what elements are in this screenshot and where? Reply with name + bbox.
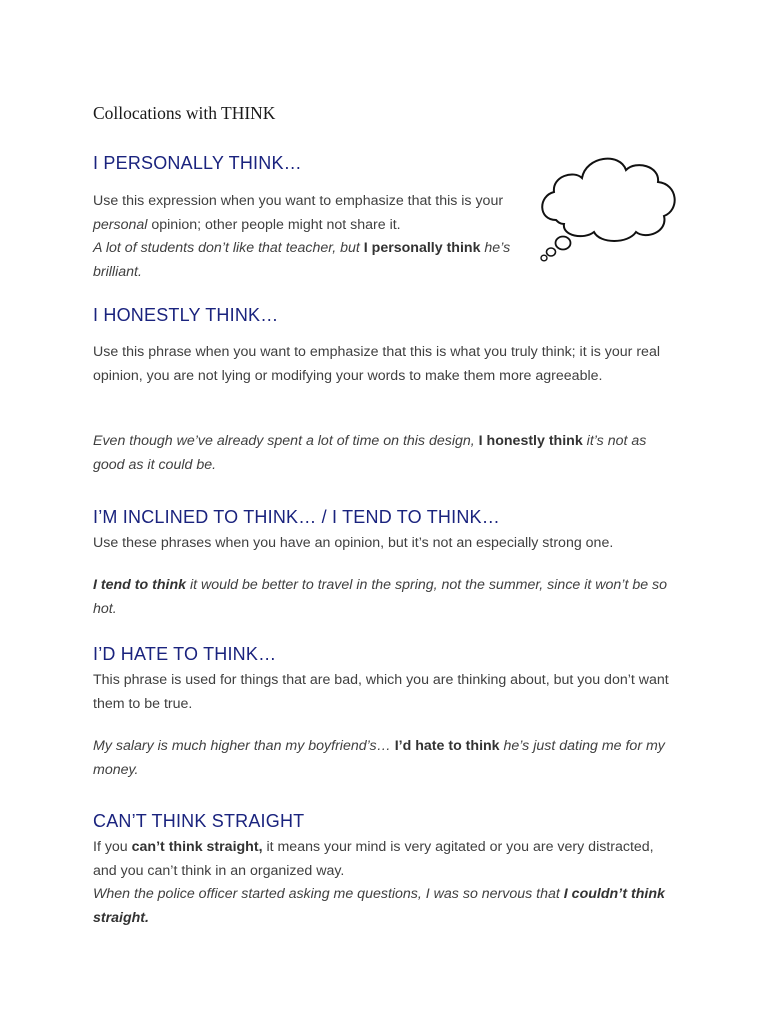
example-text: it’s not as good as it could be. [93,433,647,473]
example-highlight: I honestly think [478,433,583,449]
example-text: When the police officer started asking me questions, I was so nervous that [93,886,564,902]
example-highlight: I couldn’t think straight. [93,886,665,926]
body-text: it means your mind is very agitated or you are very distracted, and you can’t think in an organized way. [93,839,654,879]
example-highlight: I personally think [363,240,481,256]
body-tend-to-think: Use these phrases when you have an opinion, but it’s not an especially strong one. [93,535,614,551]
example-highlight: I’d hate to think [394,738,500,754]
body-honestly-think: Use this phrase when you want to emphasize that this is what you truly think; it is your real opinion, you are not lying or modifying your words to make them more agreeable. [93,344,660,384]
heading-honestly-think: I HONESTLY THINK… [93,305,279,325]
page-title: Collocations with THINK [93,103,276,123]
example-hate-to-think [93,735,678,782]
emphasis-text: personal [93,216,148,233]
example-text: Even though we’ve already spent a lot of time on this design, [93,433,479,449]
body-hate-to-think: This phrase is used for things that are bad, which you are thinking about, but you don’t want them to be true. [93,672,669,712]
heading-cant-think-straight: CAN’T THINK STRAIGHT [93,811,305,831]
example-text: he’s brilliant. [93,240,511,280]
body-highlight: can’t think straight, [131,839,263,855]
example-honestly-think [93,430,678,477]
body-cant-think-straight [93,836,678,930]
example-highlight: I tend to think [93,577,186,593]
example-tend-to-think [93,574,678,621]
example-text: it would be better to travel in the spring, not the summer, since it won’t be so hot. [93,577,668,617]
body-text: Use this expression when you want to emphasize that this is your [93,193,504,209]
heading-hate-to-think: I’D HATE TO THINK… [93,644,277,664]
heading-personally-think: I PERSONALLY THINK… [93,153,302,173]
example-text: My salary is much higher than my boyfriend’s… [93,738,395,754]
thought-cloud-icon [536,148,678,264]
heading-tend-to-think: I’M INCLINED TO THINK… / I TEND TO THINK… [93,507,500,527]
body-personally-think [93,190,533,284]
example-text: A lot of students don’t like that teacher, but [93,240,364,256]
example-text: he’s just dating me for my money. [93,738,665,778]
body-text: opinion; other people might not share it. [147,216,401,233]
body-text: If you [93,839,132,855]
